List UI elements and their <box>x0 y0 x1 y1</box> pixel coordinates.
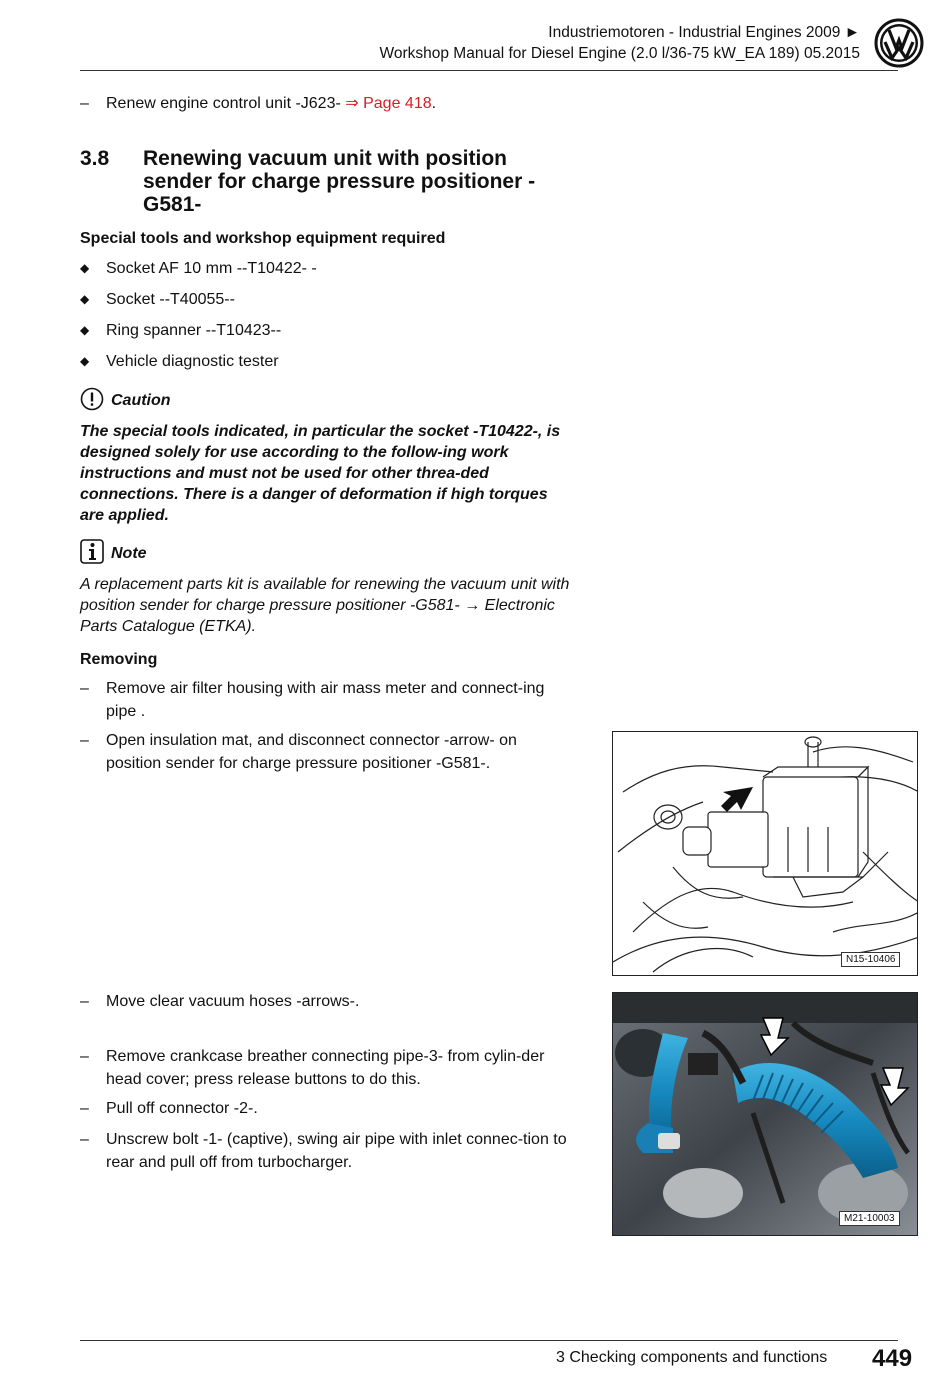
bullet-mark: ◆ <box>80 354 90 368</box>
footer-chapter: 3 Checking components and functions <box>556 1349 828 1366</box>
bullet-mark: ◆ <box>80 261 90 275</box>
page-number: 449 <box>872 1345 913 1372</box>
bullet-mark: ◆ <box>80 292 90 306</box>
tool-item: ◆ Socket --T40055-- <box>80 288 235 311</box>
info-icon <box>80 539 104 564</box>
removing-heading: Removing <box>80 651 158 668</box>
removing-step: – Pull off connector -2-. <box>80 1100 258 1117</box>
removing-step: – Remove crankcase breather connecting pipe-3- from cylin-der head cover; press release buttons to do this. <box>80 1048 545 1088</box>
page-header <box>80 22 860 64</box>
figure-1-label: N15-10406 <box>841 952 900 967</box>
caution-label: Caution <box>111 392 171 409</box>
figure-vacuum-unit-drawing <box>612 731 918 976</box>
removing-step: – Move clear vacuum hoses -arrows-. <box>80 993 360 1010</box>
header-line-1: Industriemotoren - Industrial Engines 2009 ► <box>548 24 860 41</box>
note-text: A replacement parts kit is available for renewing the vacuum unit with position sender for charge pressure positioner -G581- → Electronic Parts Catalogue (ETKA). <box>80 576 570 635</box>
vw-logo-icon <box>874 18 924 68</box>
intro-step <box>80 92 570 115</box>
caution-text: The special tools indicated, in particular the socket -T10422-, is designed solely for use according to the follow-ing work instructions and must not be used for other threa-ded connections. There is a danger of deformation if high torques are applied. <box>80 423 561 524</box>
intro-end: . <box>431 95 437 112</box>
bullet-mark: ◆ <box>80 323 90 337</box>
section-title: Renewing vacuum unit with position sender for charge pressure positioner -G581- <box>143 147 536 216</box>
tool-item: ◆ Socket AF 10 mm --T10422- - <box>80 257 317 280</box>
figure-2-label: M21-10003 <box>839 1211 900 1226</box>
tools-heading: Special tools and workshop equipment required <box>80 230 446 247</box>
note-label: Note <box>111 545 147 562</box>
figure-air-pipe-photo <box>612 992 918 1236</box>
removing-step: – Unscrew bolt -1- (captive), swing air pipe with inlet connec-tion to rear and pull off from turbocharger. <box>80 1131 567 1171</box>
header-divider <box>80 70 898 71</box>
air-pipe-illustration <box>613 993 918 1236</box>
footer-divider <box>80 1340 898 1341</box>
section-number: 3.8 <box>80 147 110 170</box>
caution-icon <box>80 387 104 411</box>
tool-item: ◆ Vehicle diagnostic tester <box>80 350 279 373</box>
page-418-link[interactable]: ⇒ Page 418 <box>345 95 432 112</box>
intro-text: Renew engine control unit -J623- <box>106 95 346 112</box>
removing-step: – Remove air filter housing with air mass meter and connect-ing pipe . <box>80 680 545 720</box>
vacuum-unit-illustration <box>613 732 918 976</box>
removing-step: – Open insulation mat, and disconnect connector -arrow- on position sender for charge pressure positioner -G581-. <box>80 732 517 772</box>
header-line-2: Workshop Manual for Diesel Engine (2.0 l/36-75 kW_EA 189) 05.2015 <box>379 45 860 62</box>
dash-mark: – <box>80 95 89 112</box>
tool-item: ◆ Ring spanner --T10423-- <box>80 319 281 342</box>
arrow-icon <box>721 787 753 812</box>
